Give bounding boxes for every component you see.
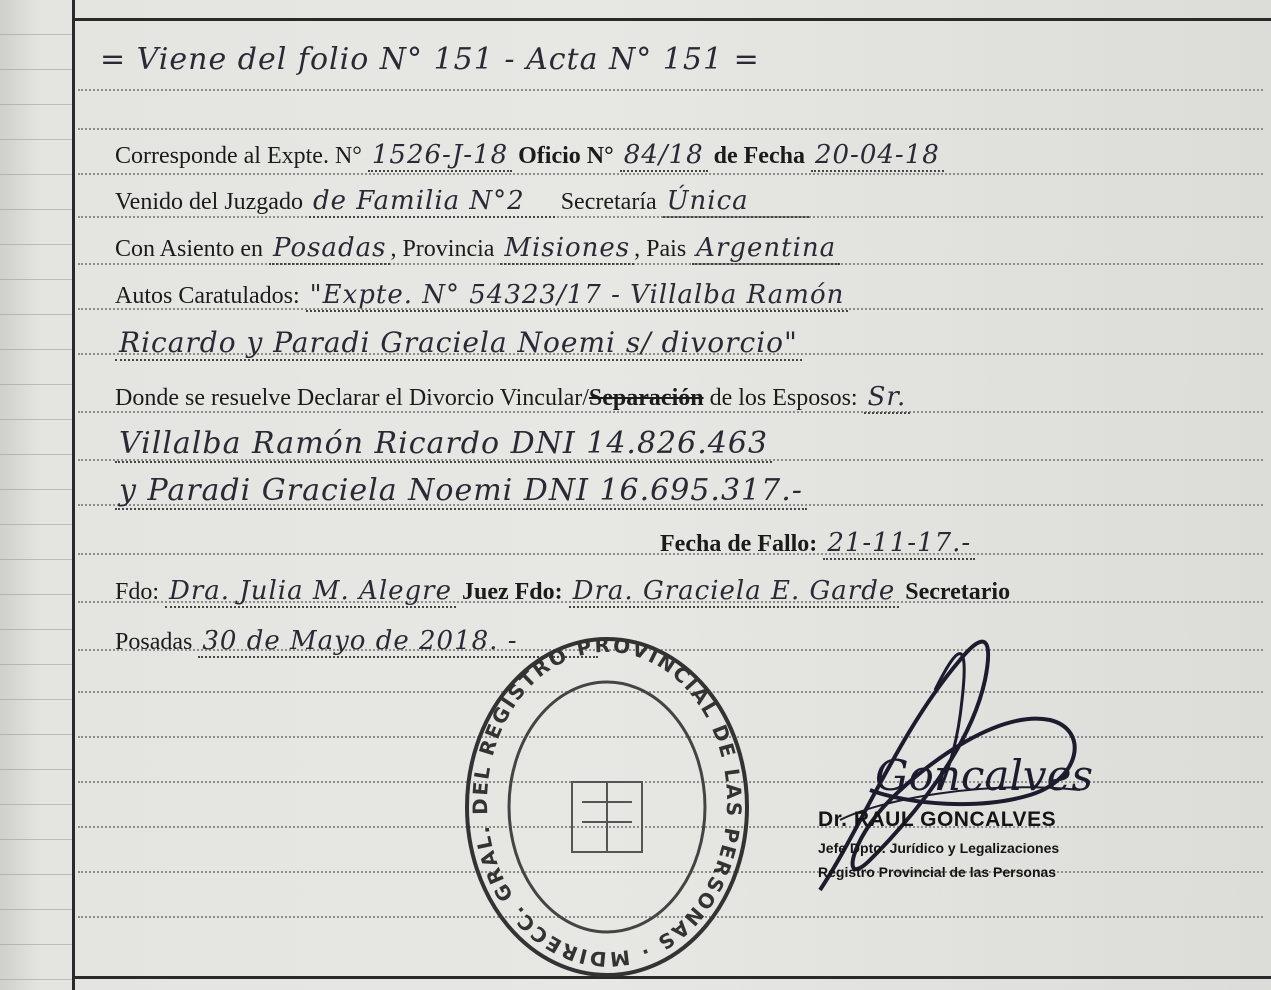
fallo-value: 21-11-17.- xyxy=(823,528,975,560)
stamp-name: Dr. RAUL GONCALVES xyxy=(818,808,1057,831)
fdo-juez-value: Dra. Julia M. Alegre xyxy=(165,576,456,608)
row-juzgado xyxy=(115,186,809,216)
label-secretaria: Secretaría xyxy=(560,189,657,215)
label-pais: , Pais xyxy=(634,236,687,262)
label-esposos: de los Esposos: xyxy=(703,385,858,411)
seal-text: DIRECC. GRAL. DEL REGISTRO PROVINCIAL DE LAS PERSONAS · M xyxy=(467,632,747,972)
dotted-rule xyxy=(78,127,1263,130)
esposo-value: Villalba Ramón Ricardo DNI 14.826.463 xyxy=(115,426,772,463)
juzgado-value: de Familia N°2 xyxy=(309,186,555,218)
oficio-value: 84/18 xyxy=(620,140,708,172)
top-rule xyxy=(75,18,1271,21)
posadas-value: 30 de Mayo de 2018. - xyxy=(198,626,597,658)
esposa-value: y Paradi Graciela Noemi DNI 16.695.317.- xyxy=(115,473,807,510)
label-juez: Juez Fdo: xyxy=(461,579,563,605)
ledger-margin xyxy=(0,0,72,990)
signature-text: Goncalves xyxy=(875,751,1094,800)
label-separacion: Separación xyxy=(588,385,704,411)
row-fallo xyxy=(660,528,975,558)
secretaria-value: Única xyxy=(663,186,809,218)
row-autos xyxy=(115,280,848,310)
pais-value: Argentina xyxy=(692,233,840,265)
label-expte: Corresponde al Expte. N° xyxy=(115,143,362,169)
row-asiento xyxy=(115,233,840,263)
margin-rule xyxy=(72,0,75,990)
expte-value: 1526-J-18 xyxy=(368,140,512,172)
dotted-rule xyxy=(78,88,1263,91)
header-note: = Viene del folio N° 151 - Acta N° 151 = xyxy=(100,42,760,77)
fdo-secretario-value: Dra. Graciela E. Garde xyxy=(569,576,900,608)
official-stamp xyxy=(818,808,1138,880)
label-autos: Autos Caratulados: xyxy=(115,283,300,309)
autos-cont-value: Ricardo y Paradi Graciela Noemi s/ divorcio" xyxy=(115,326,802,361)
fecha-value: 20-04-18 xyxy=(811,140,944,172)
row-esposo xyxy=(115,426,772,461)
asiento-value: Posadas xyxy=(269,233,390,265)
label-fdo-juez: Fdo: xyxy=(115,579,160,605)
row-autos-cont xyxy=(115,326,802,359)
autos-value: "Expte. N° 54323/17 - Villalba Ramón xyxy=(306,280,849,312)
provincia-value: Misiones xyxy=(500,233,634,265)
label-posadas: Posadas xyxy=(115,629,193,655)
official-seal xyxy=(462,632,752,982)
stamp-title: Jefe Dpto. Jurídico y Legalizaciones xyxy=(818,840,1060,856)
dotted-rule xyxy=(78,172,1263,175)
label-divorcio: Donde se resuelve Declarar el Divorcio Vincular/ xyxy=(115,385,589,411)
label-fecha: de Fecha xyxy=(713,143,805,169)
label-oficio: Oficio N° xyxy=(518,143,614,169)
row-divorcio xyxy=(115,382,910,412)
stamp-office: Registro Provincial de las Personas xyxy=(818,864,1057,880)
label-fallo: Fecha de Fallo: xyxy=(660,531,818,557)
label-provincia: , Provincia xyxy=(390,236,495,262)
row-esposa xyxy=(115,473,807,508)
row-expediente xyxy=(115,140,944,170)
label-juzgado: Venido del Juzgado xyxy=(115,189,303,215)
esposos-value: Sr. xyxy=(864,382,911,414)
label-asiento: Con Asiento en xyxy=(115,236,263,262)
label-secretario: Secretario xyxy=(905,579,1011,605)
seal-emblem xyxy=(572,782,642,852)
